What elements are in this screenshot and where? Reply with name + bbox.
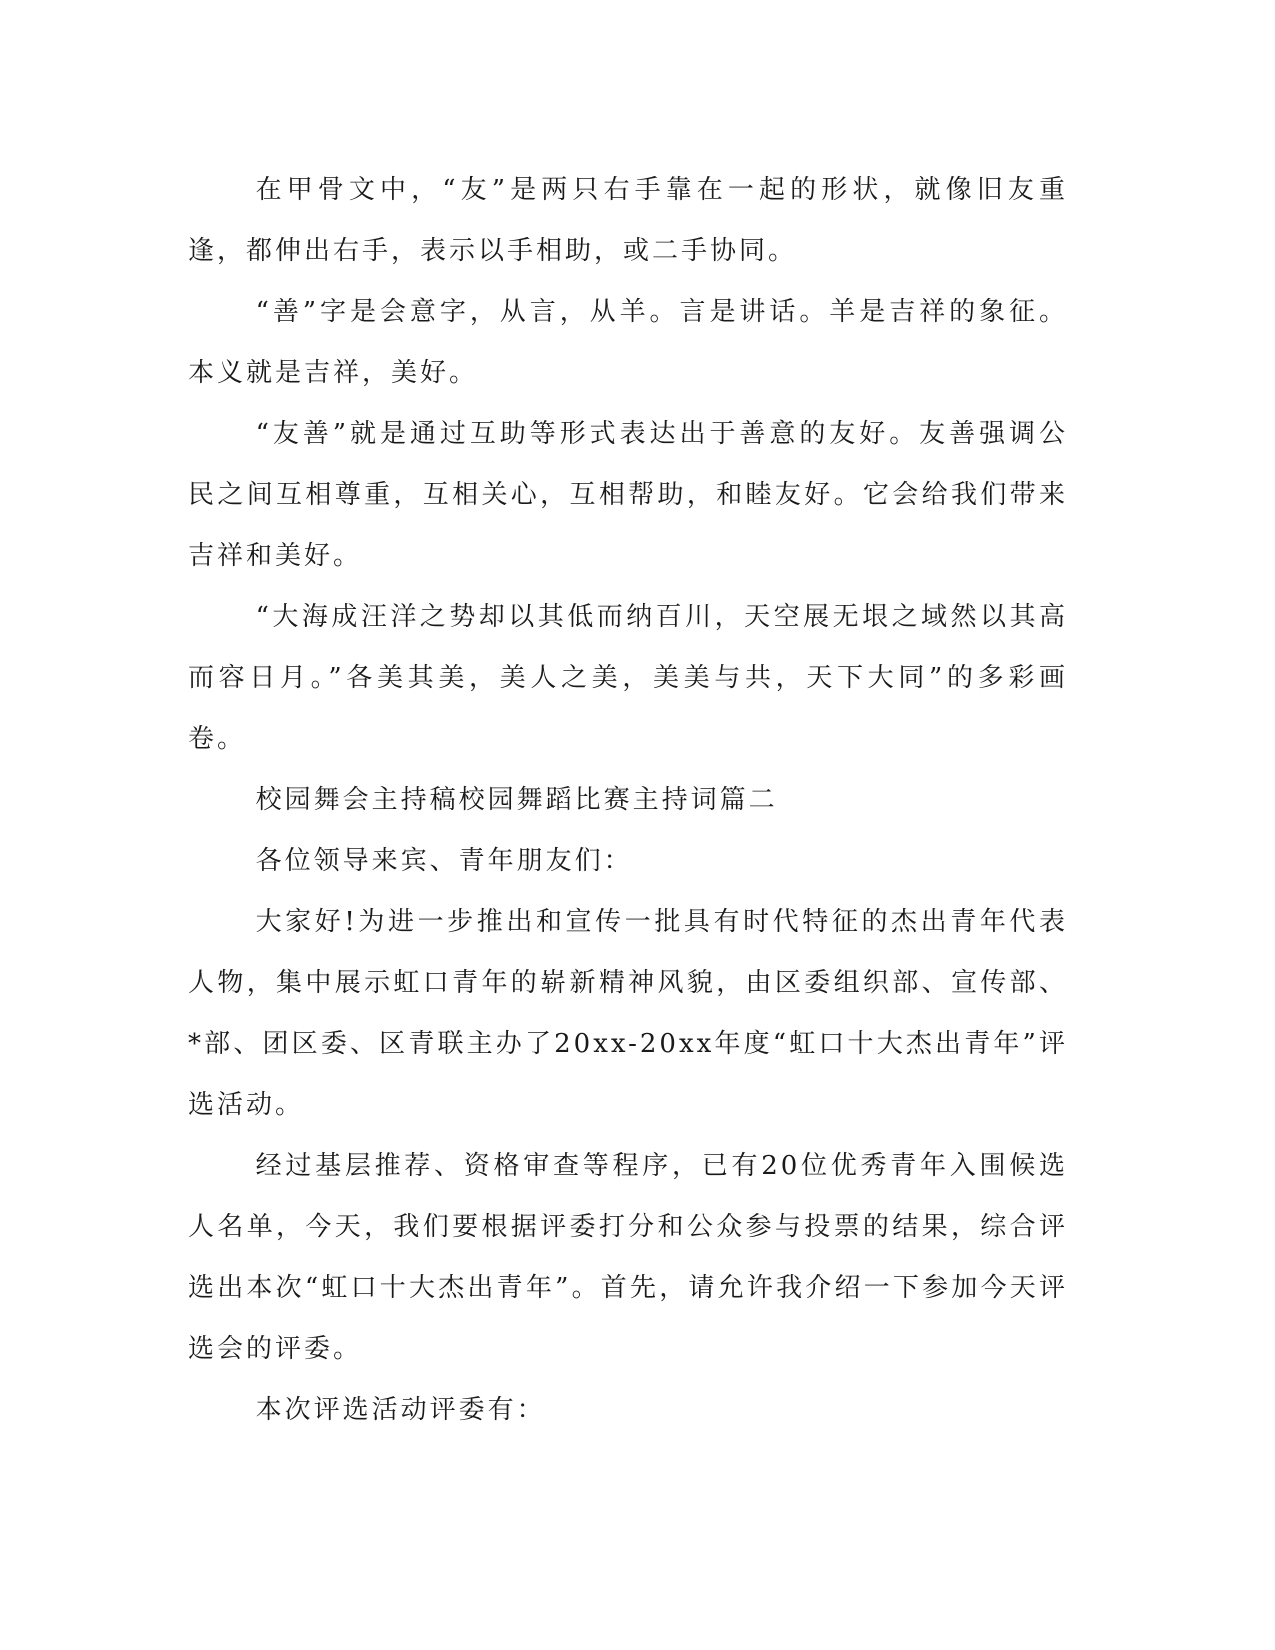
paragraph-ocean-quote: “大海成汪洋之势却以其低而纳百川，天空展无垠之域然以其高而容日月。”各美其美，美人之美，美美与共，天下大同”的多彩画卷。 (188, 602, 1068, 754)
section-heading: 校园舞会主持稿校园舞蹈比赛主持词篇二 (255, 785, 778, 815)
paragraph-judges-intro: 本次评选活动评委有： (255, 1395, 546, 1425)
paragraph-friend-oracle: 在甲骨文中，“友”是两只右手靠在一起的形状，就像旧友重逢，都伸出右手，表示以手相助，或二手协同。 (188, 175, 1068, 266)
paragraph-selection-process: 经过基层推荐、资格审查等程序，已有20位优秀青年入围候选人名单，今天，我们要根据评委打分和公众参与投票的结果，综合评选出本次“虹口十大杰出青年”。首先，请允许我介绍一下参加今天评选会的评委。 (188, 1151, 1068, 1364)
paragraph-kindness-character: “善”字是会意字，从言，从羊。言是讲话。羊是吉祥的象征。本义就是吉祥，美好。 (188, 297, 1068, 388)
paragraph-friendliness-definition: “友善”就是通过互助等形式表达出于善意的友好。友善强调公民之间互相尊重，互相关心，互相帮助，和睦友好。它会给我们带来吉祥和美好。 (188, 419, 1068, 571)
paragraph-welcome: 大家好!为进一步推出和宣传一批具有时代特征的杰出青年代表人物，集中展示虹口青年的崭新精神风貌，由区委组织部、宣传部、*部、团区委、区青联主办了20xx-20xx年度“虹口十大杰出青年”评选活动。 (188, 907, 1068, 1120)
greeting-line: 各位领导来宾、青年朋友们： (255, 846, 633, 876)
document-body (188, 160, 1068, 1441)
